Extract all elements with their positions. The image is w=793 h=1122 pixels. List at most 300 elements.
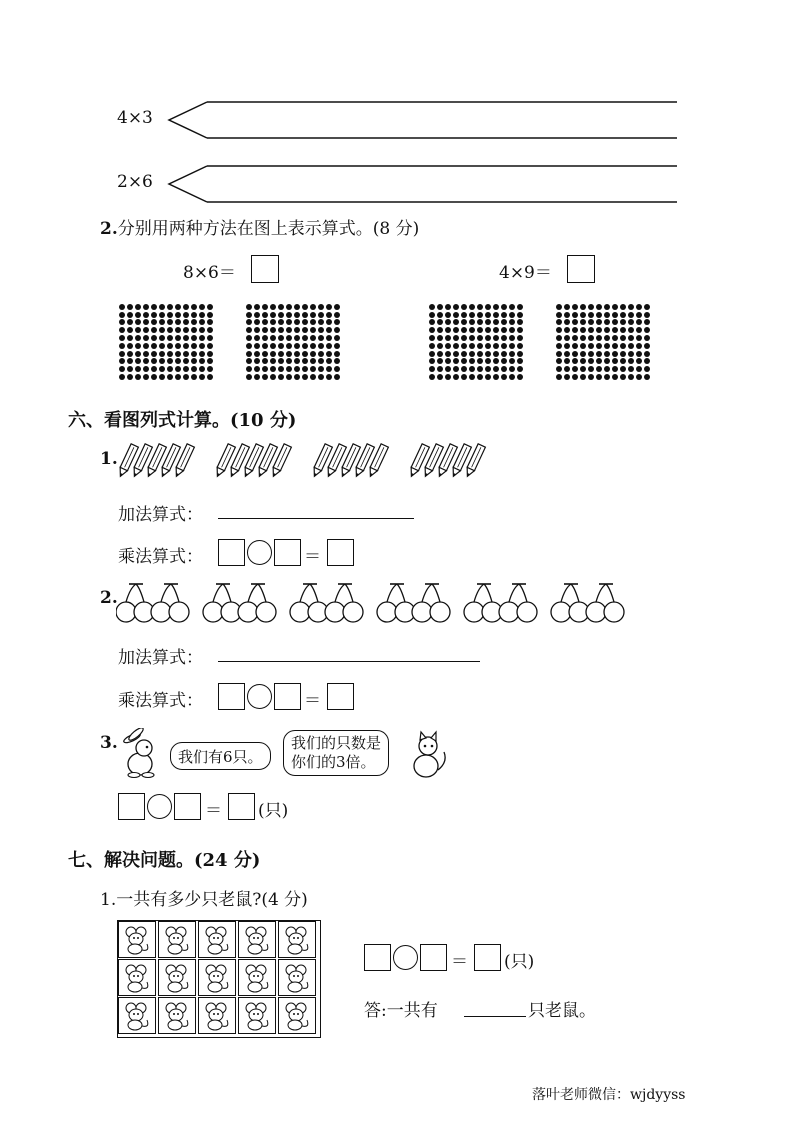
dot: [278, 358, 284, 364]
dot: [286, 374, 292, 380]
branch-lines-2: [165, 162, 680, 208]
s6-q3-number: 3.: [100, 733, 118, 753]
dot: [612, 374, 618, 380]
dot: [485, 335, 491, 341]
dot: [199, 366, 205, 372]
dot: [207, 335, 213, 341]
s6-q2-box-result[interactable]: [327, 683, 354, 710]
dot: [453, 366, 459, 372]
cat-bubble-line2: 你们的3倍。: [291, 753, 376, 771]
dot: [437, 374, 443, 380]
dot: [183, 319, 189, 325]
dot: [517, 335, 523, 341]
dot: [501, 343, 507, 349]
dot: [183, 327, 189, 333]
dot: [493, 335, 499, 341]
dot: [135, 319, 141, 325]
s7-answer-line[interactable]: [464, 1016, 526, 1017]
dot: [461, 366, 467, 372]
dot: [429, 312, 435, 318]
mouse-cell: [118, 997, 156, 1034]
dot: [246, 319, 252, 325]
dot: [119, 351, 125, 357]
dot: [620, 374, 626, 380]
dot: [572, 358, 578, 364]
dot: [580, 351, 586, 357]
dot: [183, 358, 189, 364]
dot: [485, 327, 491, 333]
dot: [302, 335, 308, 341]
dot: [644, 312, 650, 318]
dot: [461, 343, 467, 349]
dot: [469, 327, 475, 333]
dot: [461, 312, 467, 318]
dot: [604, 374, 610, 380]
mouse-cell: [118, 959, 156, 996]
dot: [636, 374, 642, 380]
dot: [620, 327, 626, 333]
dot: [596, 335, 602, 341]
dot: [167, 351, 173, 357]
dot: [445, 374, 451, 380]
dot: [509, 351, 515, 357]
s7-answer-prefix: 答:一共有: [364, 1001, 438, 1021]
dot: [262, 312, 268, 318]
dot: [310, 327, 316, 333]
dot: [183, 351, 189, 357]
dot: [318, 366, 324, 372]
dot: [636, 319, 642, 325]
dot: [294, 366, 300, 372]
dot: [318, 374, 324, 380]
mouse-cell: [278, 997, 316, 1034]
dot: [485, 304, 491, 310]
dot: [175, 319, 181, 325]
dot: [445, 319, 451, 325]
dot: [175, 312, 181, 318]
dot: [564, 358, 570, 364]
dot: [644, 304, 650, 310]
s6-q3-box-result[interactable]: [228, 793, 255, 820]
dot: [334, 343, 340, 349]
dot: [278, 351, 284, 357]
mouse-icon: [199, 998, 235, 1033]
dot: [636, 312, 642, 318]
dot: [326, 319, 332, 325]
dot: [580, 335, 586, 341]
dot: [461, 351, 467, 357]
dot: [572, 312, 578, 318]
dot: [151, 304, 157, 310]
dot: [262, 366, 268, 372]
dot: [461, 304, 467, 310]
dot: [127, 374, 133, 380]
expr-4x9: 4×9＝: [499, 263, 552, 283]
dot: [127, 304, 133, 310]
q2-title: [100, 214, 419, 239]
s7-box-result[interactable]: [474, 944, 501, 971]
dot: [278, 335, 284, 341]
dot: [143, 327, 149, 333]
dot: [572, 327, 578, 333]
dot: [572, 366, 578, 372]
dot: [588, 304, 594, 310]
dot: [207, 351, 213, 357]
dot: [580, 343, 586, 349]
s7-equals: ＝: [451, 952, 468, 972]
s6-q2-box-b[interactable]: [274, 683, 301, 710]
dot: [580, 319, 586, 325]
dot: [254, 312, 260, 318]
s7-box-b[interactable]: [420, 944, 447, 971]
dot: [437, 312, 443, 318]
dot: [286, 312, 292, 318]
dot: [437, 335, 443, 341]
dot: [636, 327, 642, 333]
s6-q1-mul-label: 乘法算式：: [118, 547, 203, 567]
dot: [175, 304, 181, 310]
dot: [445, 351, 451, 357]
dot: [437, 351, 443, 357]
dot: [509, 358, 515, 364]
dot: [612, 343, 618, 349]
dot: [270, 304, 276, 310]
s6-q2-mul-label: 乘法算式：: [118, 691, 203, 711]
dot: [262, 343, 268, 349]
dot: [485, 343, 491, 349]
s7-operator-circle[interactable]: [393, 945, 418, 970]
dot: [318, 335, 324, 341]
dot: [612, 319, 618, 325]
dot: [453, 343, 459, 349]
dot: [501, 312, 507, 318]
dot: [183, 374, 189, 380]
dot: [294, 343, 300, 349]
dot: [556, 319, 562, 325]
dot: [461, 319, 467, 325]
dot: [294, 358, 300, 364]
s6-q3-operator-circle[interactable]: [147, 794, 172, 819]
dot: [159, 304, 165, 310]
dot: [143, 374, 149, 380]
dot: [445, 327, 451, 333]
s7-unit: (只): [504, 952, 535, 972]
dot: [199, 358, 205, 364]
dot: [167, 374, 173, 380]
dot: [453, 358, 459, 364]
mouse-icon: [199, 922, 235, 957]
dot: [612, 366, 618, 372]
dot: [596, 327, 602, 333]
dot: [294, 335, 300, 341]
dot: [246, 374, 252, 380]
mouse-icon: [159, 922, 195, 957]
dot: [246, 327, 252, 333]
dot: [151, 312, 157, 318]
dot: [262, 319, 268, 325]
dot: [326, 358, 332, 364]
dot-grid-4: [555, 303, 651, 381]
dot: [183, 335, 189, 341]
dot: [501, 335, 507, 341]
dot: [302, 374, 308, 380]
dot: [612, 312, 618, 318]
s6-q1-operator-circle[interactable]: [247, 540, 272, 565]
dot: [207, 304, 213, 310]
dot: [151, 319, 157, 325]
dot: [644, 351, 650, 357]
dot: [628, 312, 634, 318]
dot: [286, 358, 292, 364]
dot: [286, 304, 292, 310]
dot: [588, 319, 594, 325]
dot: [517, 366, 523, 372]
dot: [588, 312, 594, 318]
dot: [326, 374, 332, 380]
s6-q1-add-label: 加法算式：: [118, 505, 203, 525]
dot: [469, 335, 475, 341]
dot: [135, 374, 141, 380]
dot: [437, 327, 443, 333]
dot: [167, 358, 173, 364]
dot: [246, 304, 252, 310]
dot: [143, 319, 149, 325]
dot: [596, 304, 602, 310]
dot: [167, 335, 173, 341]
dot: [191, 358, 197, 364]
dot: [207, 343, 213, 349]
dot: [135, 327, 141, 333]
mouse-cell: [238, 959, 276, 996]
dot: [207, 312, 213, 318]
dot: [588, 343, 594, 349]
dot: [445, 304, 451, 310]
dot: [556, 366, 562, 372]
dot: [604, 343, 610, 349]
dot: [564, 366, 570, 372]
dot: [628, 335, 634, 341]
s6-q3-box-a[interactable]: [118, 793, 145, 820]
cherry-icon: [290, 584, 328, 622]
dot: [159, 319, 165, 325]
dot: [191, 343, 197, 349]
dot: [286, 335, 292, 341]
dot: [572, 319, 578, 325]
dot: [501, 351, 507, 357]
dot: [644, 335, 650, 341]
dot: [254, 335, 260, 341]
dot: [572, 304, 578, 310]
q2-number: 2.: [100, 219, 118, 239]
s6-q2-box-a[interactable]: [218, 683, 245, 710]
dot: [461, 374, 467, 380]
dot: [580, 304, 586, 310]
mouse-icon: [159, 998, 195, 1033]
dot: [318, 358, 324, 364]
dot: [501, 358, 507, 364]
dot: [159, 358, 165, 364]
dot: [207, 366, 213, 372]
dot: [628, 366, 634, 372]
dot: [604, 351, 610, 357]
dot: [493, 374, 499, 380]
dot: [485, 358, 491, 364]
dot: [334, 335, 340, 341]
s6-q1-equals: ＝: [304, 547, 321, 567]
dot: [636, 304, 642, 310]
dot: [143, 351, 149, 357]
dot: [135, 358, 141, 364]
dot: [580, 366, 586, 372]
dot: [318, 319, 324, 325]
s6-q2-add-line[interactable]: [218, 661, 480, 662]
s7-box-a[interactable]: [364, 944, 391, 971]
s6-q3-box-b[interactable]: [174, 793, 201, 820]
dot: [517, 343, 523, 349]
dot: [477, 358, 483, 364]
dot: [286, 343, 292, 349]
mouse-cell: [158, 921, 196, 958]
dot: [437, 319, 443, 325]
s6-q3-equals: ＝: [205, 801, 222, 821]
dot: [175, 374, 181, 380]
dot: [294, 351, 300, 357]
s6-q1-box-b[interactable]: [274, 539, 301, 566]
dot: [596, 358, 602, 364]
dot-grid-2: [245, 303, 341, 381]
mouse-icon: [279, 922, 315, 957]
dot: [310, 304, 316, 310]
dot: [477, 351, 483, 357]
dot: [644, 327, 650, 333]
dot: [135, 335, 141, 341]
answer-box-4x9[interactable]: [567, 255, 595, 283]
dot: [509, 319, 515, 325]
dot: [469, 374, 475, 380]
dot: [453, 312, 459, 318]
dot: [270, 366, 276, 372]
dot: [517, 319, 523, 325]
s6-q2-number: 2.: [100, 588, 118, 608]
cat-speech-bubble: [283, 730, 389, 776]
dot: [564, 327, 570, 333]
dot: [588, 351, 594, 357]
s6-q2-operator-circle[interactable]: [247, 684, 272, 709]
dot: [469, 351, 475, 357]
dot: [278, 327, 284, 333]
dot: [310, 366, 316, 372]
dot: [286, 351, 292, 357]
dot: [461, 327, 467, 333]
dot: [612, 358, 618, 364]
dot: [254, 327, 260, 333]
dot: [334, 358, 340, 364]
dot: [159, 366, 165, 372]
dot: [501, 304, 507, 310]
dot: [278, 304, 284, 310]
mouse-cell: [198, 959, 236, 996]
dot: [453, 374, 459, 380]
dot: [604, 358, 610, 364]
dot: [628, 327, 634, 333]
dot: [453, 327, 459, 333]
dot: [246, 335, 252, 341]
expr-8x6: 8×6＝: [183, 263, 236, 283]
cat-bubble-line1: 我们的只数是: [291, 734, 382, 752]
dot: [191, 374, 197, 380]
s6-q1-box-a[interactable]: [218, 539, 245, 566]
dot: [493, 312, 499, 318]
dot: [469, 358, 475, 364]
s6-q2-add-label: 加法算式：: [118, 648, 203, 668]
dot: [588, 366, 594, 372]
dot: [191, 335, 197, 341]
dot: [302, 366, 308, 372]
dot: [302, 358, 308, 364]
dot: [199, 312, 205, 318]
rabbit-icon: [118, 728, 166, 780]
dot: [278, 366, 284, 372]
answer-box-8x6[interactable]: [251, 255, 279, 283]
dot: [334, 351, 340, 357]
s6-q1-box-result[interactable]: [327, 539, 354, 566]
dot: [246, 358, 252, 364]
dot: [270, 374, 276, 380]
dot: [254, 358, 260, 364]
dot: [493, 343, 499, 349]
dot: [636, 366, 642, 372]
dot: [302, 312, 308, 318]
mouse-icon: [119, 922, 155, 957]
dot: [262, 335, 268, 341]
dot: [135, 366, 141, 372]
s6-q1-add-line[interactable]: [218, 518, 414, 519]
dot: [167, 343, 173, 349]
dot: [580, 374, 586, 380]
dot: [167, 304, 173, 310]
dot: [509, 374, 515, 380]
dot: [151, 343, 157, 349]
dot: [286, 319, 292, 325]
dot: [437, 304, 443, 310]
dot: [564, 335, 570, 341]
dot: [262, 327, 268, 333]
dot: [151, 327, 157, 333]
dot: [254, 343, 260, 349]
dot: [509, 343, 515, 349]
dot: [286, 366, 292, 372]
dot: [556, 335, 562, 341]
dot: [183, 312, 189, 318]
dot: [453, 335, 459, 341]
dot: [572, 374, 578, 380]
dot: [199, 304, 205, 310]
dot: [572, 335, 578, 341]
dot: [334, 366, 340, 372]
dot: [270, 319, 276, 325]
dot: [556, 358, 562, 364]
dot: [620, 343, 626, 349]
dot: [493, 366, 499, 372]
dot: [191, 312, 197, 318]
dot: [620, 351, 626, 357]
pencil-group: [116, 440, 496, 480]
dot: [596, 319, 602, 325]
mouse-cell: [198, 997, 236, 1034]
rabbit-speech-bubble: 我们有6只。: [170, 742, 271, 770]
dot: [135, 304, 141, 310]
dot: [501, 374, 507, 380]
